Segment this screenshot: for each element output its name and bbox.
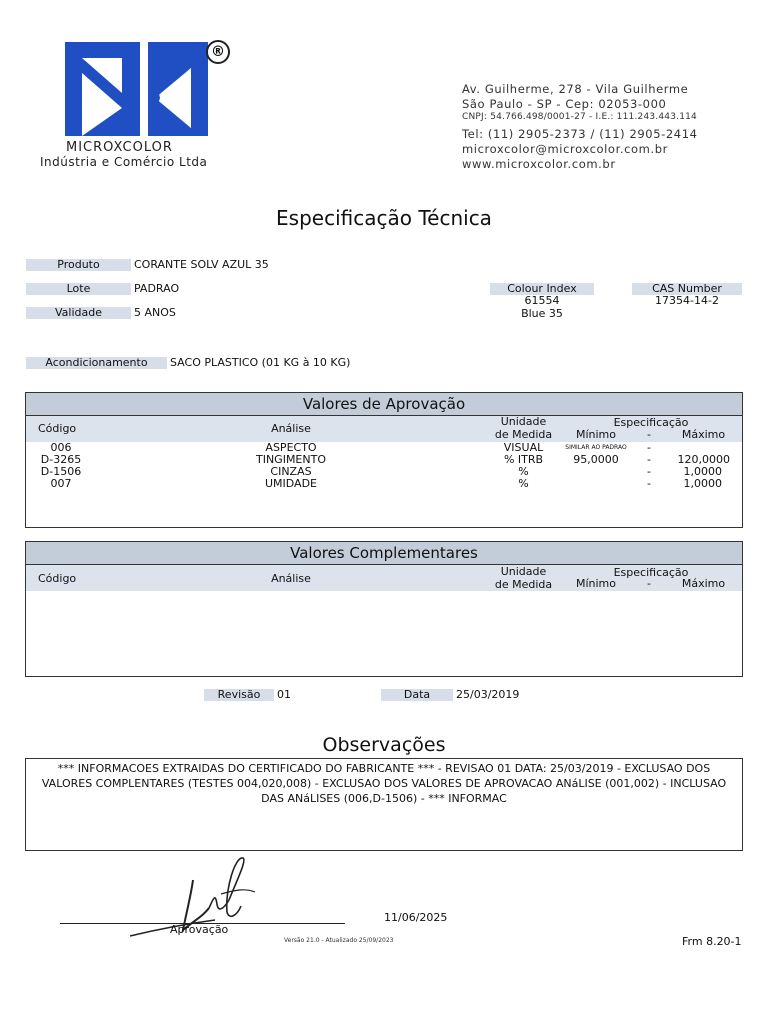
- col-unidade-2: de Medida: [494, 578, 553, 591]
- row-minimo: 95,0000: [573, 453, 619, 466]
- col-especificacao: Especificação: [613, 416, 689, 429]
- col-maximo: Máximo: [681, 577, 726, 590]
- row-unidade: %: [518, 465, 529, 478]
- table-row: [26, 478, 742, 490]
- row-minimo: SIMILAR AO PADRAO: [565, 444, 627, 451]
- version-info: Versão 21.0 - Atualizado 25/09/2023: [284, 937, 394, 944]
- data-label: Data: [381, 689, 453, 701]
- col-codigo: Código: [38, 422, 77, 435]
- acondicionamento-label: Acondicionamento: [26, 357, 167, 369]
- colour-index-value: 61554: [524, 294, 560, 307]
- produto-value: CORANTE SOLV AZUL 35: [134, 258, 269, 271]
- brand-name: MICROXCOLOR: [66, 140, 173, 155]
- table-row: [26, 466, 742, 478]
- row-analise: UMIDADE: [264, 477, 317, 490]
- aprovacao-panel: [25, 392, 743, 528]
- address-line: Tel: (11) 2905-2373 / (11) 2905-2414: [462, 127, 698, 141]
- row-analise: CINZAS: [270, 465, 312, 478]
- col-analise: Análise: [271, 572, 311, 585]
- produto-label: Produto: [26, 259, 131, 271]
- col-unidade: Unidade: [500, 415, 547, 428]
- col-unidade-2: de Medida: [494, 428, 553, 441]
- row-dash: -: [647, 453, 651, 466]
- page-title: Especificação Técnica: [276, 206, 492, 230]
- col-dash: -: [647, 428, 651, 441]
- col-dash: -: [647, 577, 651, 590]
- data-value: 25/03/2019: [456, 688, 520, 701]
- col-minimo: Mínimo: [575, 428, 617, 441]
- row-codigo: D-3265: [40, 453, 82, 466]
- row-dash: -: [647, 465, 651, 478]
- row-maximo: 1,0000: [683, 477, 722, 490]
- row-unidade: VISUAL: [503, 441, 544, 454]
- approval-date: 11/06/2025: [384, 911, 448, 924]
- complementares-panel: [25, 541, 743, 677]
- col-minimo: Mínimo: [575, 577, 617, 590]
- validade-label: Validade: [26, 307, 131, 319]
- validade-value: 5 ANOS: [134, 306, 176, 319]
- col-especificacao: Especificação: [613, 566, 689, 579]
- row-dash: -: [647, 477, 651, 490]
- table-row: [26, 454, 742, 466]
- colour-index-name: Blue 35: [521, 307, 563, 320]
- row-maximo: 1,0000: [683, 465, 722, 478]
- colour-index-label: Colour Index: [490, 283, 594, 295]
- col-unidade: Unidade: [500, 565, 547, 578]
- row-codigo: D-1506: [40, 465, 82, 478]
- table-row: [26, 442, 742, 454]
- row-unidade: %: [518, 477, 529, 490]
- address-line: CNPJ: 54.766.498/0001-27 - I.E.: 111.243.443.114: [462, 112, 697, 122]
- revisao-value: 01: [277, 688, 291, 701]
- lote-label: Lote: [26, 283, 131, 295]
- aprovacao-column-header: [26, 416, 742, 442]
- cas-number-label: CAS Number: [632, 283, 742, 295]
- lote-value: PADRAO: [134, 282, 180, 295]
- company-address: [462, 82, 752, 172]
- col-analise: Análise: [271, 422, 311, 435]
- row-dash: -: [647, 441, 651, 454]
- row-maximo: 120,0000: [677, 453, 730, 466]
- address-line: São Paulo - SP - Cep: 02053-000: [462, 97, 667, 111]
- row-codigo: 006: [50, 441, 72, 454]
- complementares-title: Valores Complementares: [26, 542, 742, 565]
- address-line: Av. Guilherme, 278 - Vila Guilherme: [462, 82, 689, 96]
- aprovacao-label: Aprovação: [170, 923, 229, 936]
- aprovacao-title: Valores de Aprovação: [26, 393, 742, 416]
- acondicionamento-value: SACO PLASTICO (01 KG à 10 KG): [170, 356, 351, 369]
- row-analise: TINGIMENTO: [255, 453, 326, 466]
- observacoes-title: Observações: [322, 734, 446, 756]
- address-line: microxcolor@microxcolor.com.br: [462, 142, 668, 156]
- col-codigo: Código: [38, 572, 77, 585]
- cas-number-value: 17354-14-2: [655, 294, 719, 307]
- address-line: www.microxcolor.com.br: [462, 157, 616, 171]
- form-code: Frm 8.20-1: [682, 935, 742, 948]
- aprovacao-rows: [26, 442, 742, 502]
- observacoes-text: *** INFORMACOES EXTRAIDAS DO CERTIFICADO DO FABRICANTE *** - REVISAO 01 DATA: 25/03/2019 - EXCLUSAO DOS VALORES COMPLENTARES (TESTES 004,020,008) - EXCLUSAO DOS VALORES DE APROVACAO ANáLISE (001,002) - INCLUSAO DAS ANáLISES (006,D-1506) - *** INFORMAC: [41, 762, 727, 805]
- row-codigo: 007: [50, 477, 72, 490]
- observacoes-box: [25, 758, 743, 851]
- col-maximo: Máximo: [681, 428, 726, 441]
- complementares-column-header: [26, 565, 742, 591]
- brand-subtitle: Indústria e Comércio Ltda: [40, 155, 208, 169]
- registered-icon: ®: [206, 40, 230, 64]
- row-unidade: % ITRB: [503, 453, 544, 466]
- row-analise: ASPECTO: [265, 441, 317, 454]
- revisao-label: Revisão: [204, 689, 274, 701]
